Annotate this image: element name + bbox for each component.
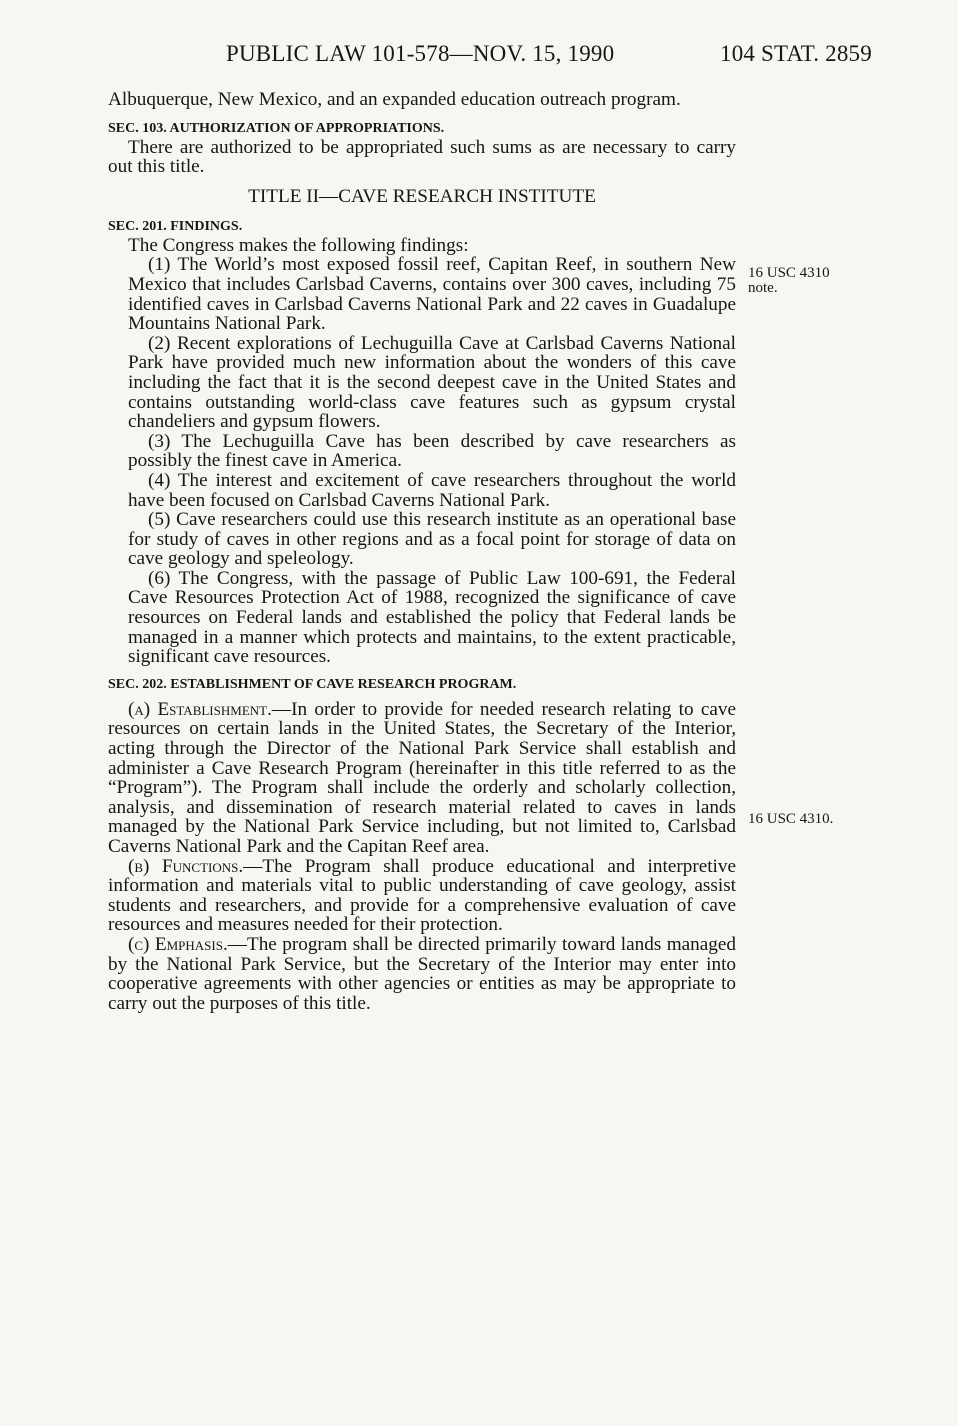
section-202-heading: SEC. 202. ESTABLISHMENT OF CAVE RESEARCH PROGRAM. [108, 676, 517, 692]
margin-note-usc-4310: 16 USC 4310. [748, 811, 834, 827]
continuation-paragraph: Albuquerque, New Mexico, and an expanded education outreach program. [108, 89, 681, 110]
finding-3: (3) The Lechuguilla Cave has been described by cave researchers as possibly the finest cave in America. [128, 430, 736, 472]
section-103-text: There are authorized to be appropriated such sums as are necessary to carry out this title. [108, 136, 736, 178]
subsection-a [108, 700, 736, 857]
subsection-b-label: (b) Functions. [128, 855, 244, 877]
title-ii-heading: TITLE II—CAVE RESEARCH INSTITUTE [248, 185, 596, 207]
subsection-b [108, 857, 736, 935]
running-header-stat-page: 104 STAT. 2859 [720, 41, 872, 66]
subsection-c-label: (c) Emphasis. [128, 933, 228, 955]
finding-6: (6) The Congress, with the passage of Public Law 100-691, the Federal Cave Resources Protection Act of 1988, recognized the significance of cave resources on Federal lands and established the policy that Federal lands be managed in a manner which protects and maintains, to the extent practicable, significant cave resources. [128, 567, 736, 668]
finding-4: (4) The interest and excitement of cave researchers throughout the world have been focused on Carlsbad Caverns National Park. [128, 469, 736, 511]
main-text-column [108, 90, 736, 1013]
margin-note-1-line-2: note. [748, 280, 778, 296]
margin-note-1-line-1: 16 USC 4310 [748, 265, 830, 281]
running-header-title: PUBLIC LAW 101-578—NOV. 15, 1990 [226, 41, 615, 66]
margin-note-usc-4310-note [748, 266, 830, 296]
section-103-heading: SEC. 103. AUTHORIZATION OF APPROPRIATIONS. [108, 120, 445, 136]
section-201-heading: SEC. 201. FINDINGS. [108, 218, 243, 234]
finding-5: (5) Cave researchers could use this research institute as an operational base for study of caves in other regions and as a focal point for storage of data on cave geology and speleology. [128, 509, 736, 570]
finding-2: (2) Recent explorations of Lechuguilla Cave at Carlsbad Caverns National Park have provided much new information about the wonders of this cave including the fact that it is the second deepest cave in the United States and contains outstanding world-class cave features such as gypsum crystal chandeliers and gypsum flowers. [128, 332, 736, 433]
subsection-c [108, 935, 736, 1013]
subsection-c-text: —The program shall be directed primarily toward lands managed by the National Park Service, but the Secretary of the Interior may enter into cooperative agreements with other agencies or entities as may be appropriate to carry out the purposes of this title. [108, 933, 736, 1014]
finding-1: (1) The World’s most exposed fossil reef, Capitan Reef, in southern New Mexico that includes Carlsbad Caverns, contains over 300 caves, including 75 identified caves in Carlsbad Caverns National Park and 22 caves in Guadalupe Mountains National Park. [128, 254, 736, 335]
section-201-intro: The Congress makes the following findings: [128, 234, 469, 256]
subsection-a-text: —In order to provide for needed research relating to cave resources on certain lands in the United States, the Secretary of the Interior, acting through the Director of the National Park Service shall establish and administer a Cave Research Program (hereinafter in this title referred to as the “Program”). The Program shall include the orderly and scholarly collection, analysis, and dissemination of research material related to caves in lands managed by the National Park Service including, but not limited to, Carlsbad Caverns National Park and the Capitan Reef area. [108, 698, 737, 857]
subsection-b-text: —The Program shall produce educational and interpretive information and materials vital to public understanding of cave geology, assist students and researchers, and provide for a comprehensive evaluation of cave resources and measures needed for their protection. [108, 855, 736, 936]
subsection-a-label: (a) Establishment. [128, 698, 272, 720]
